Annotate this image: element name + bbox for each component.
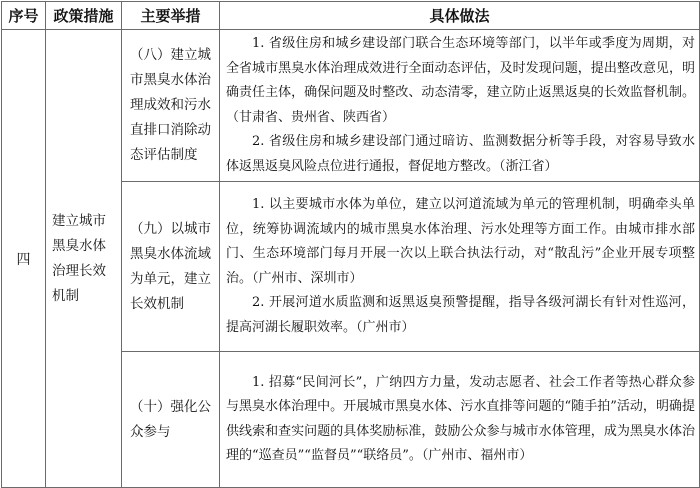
- detail-paragraph: 2. 省级住房和城乡建设部门通过暗访、监测数据分析等手段，对容易导致水体返黑返臭风险点位进行通报，督促地方整改。（浙江省）: [226, 134, 695, 174]
- main-action-cell: （八）建立城市黑臭水体治理成效和污水直排口消除动态评估制度: [122, 30, 220, 182]
- header-serial-number: 序号: [2, 2, 46, 30]
- detail-cell: [220, 352, 700, 488]
- header-main-action: 主要举措: [122, 2, 220, 30]
- policy-table: [1, 1, 700, 488]
- main-action-cell: （九）以城市黑臭水体流域为单元，建立长效机制: [122, 182, 220, 352]
- detail-paragraph: 2. 开展河道水质监测和返黑返臭预警提醒，指导各级河湖长有针对性巡河，提高河湖长履职效率。（广州市）: [226, 295, 695, 335]
- detail-paragraph: 1. 省级住房和城乡建设部门联合生态环境等部门，以半年或季度为周期，对全省城市黑臭水体治理成效进行全面动态评估，及时发现问题，提出整改意见，明确责任主体，确保问题及时整改、动态清零，建立防止返黑返臭的长效监督机制。（甘肃省、贵州省、陕西省）: [226, 36, 695, 125]
- detail-cell: [220, 30, 700, 182]
- table-row: [2, 30, 700, 182]
- main-action-cell: （十）强化公众参与: [122, 352, 220, 488]
- detail-cell: [220, 182, 700, 352]
- detail-paragraph: 1. 以主要城市水体为单位，建立以河道流域为单元的管理机制，明确牵头单位，统筹协调流域内的城市黑臭水体治理、污水处理等方面工作。由城市排水部门、生态环境部门每月开展一次以上联合执法行动，对“散乱污”企业开展专项整治。（广州市、深圳市）: [226, 197, 695, 286]
- section-policy: 建立城市黑臭水体治理长效机制: [46, 30, 122, 488]
- detail-paragraph: 1. 招募“民间河长”，广纳四方力量，发动志愿者、社会工作者等热心群众参与黑臭水体治理中。开展城市黑臭水体、污水直排等问题的“随手拍”活动，明确提供线索和查实问题的具体奖励标准，鼓励公众参与城市水体管理，成为黑臭水体治理的“巡查员”“监督员”“联络员”。（广州市、福州市）: [226, 374, 695, 463]
- header-specific-practice: 具体做法: [220, 2, 700, 30]
- section-number: 四: [2, 30, 46, 488]
- header-policy-measure: 政策措施: [46, 2, 122, 30]
- header-row: [2, 2, 700, 30]
